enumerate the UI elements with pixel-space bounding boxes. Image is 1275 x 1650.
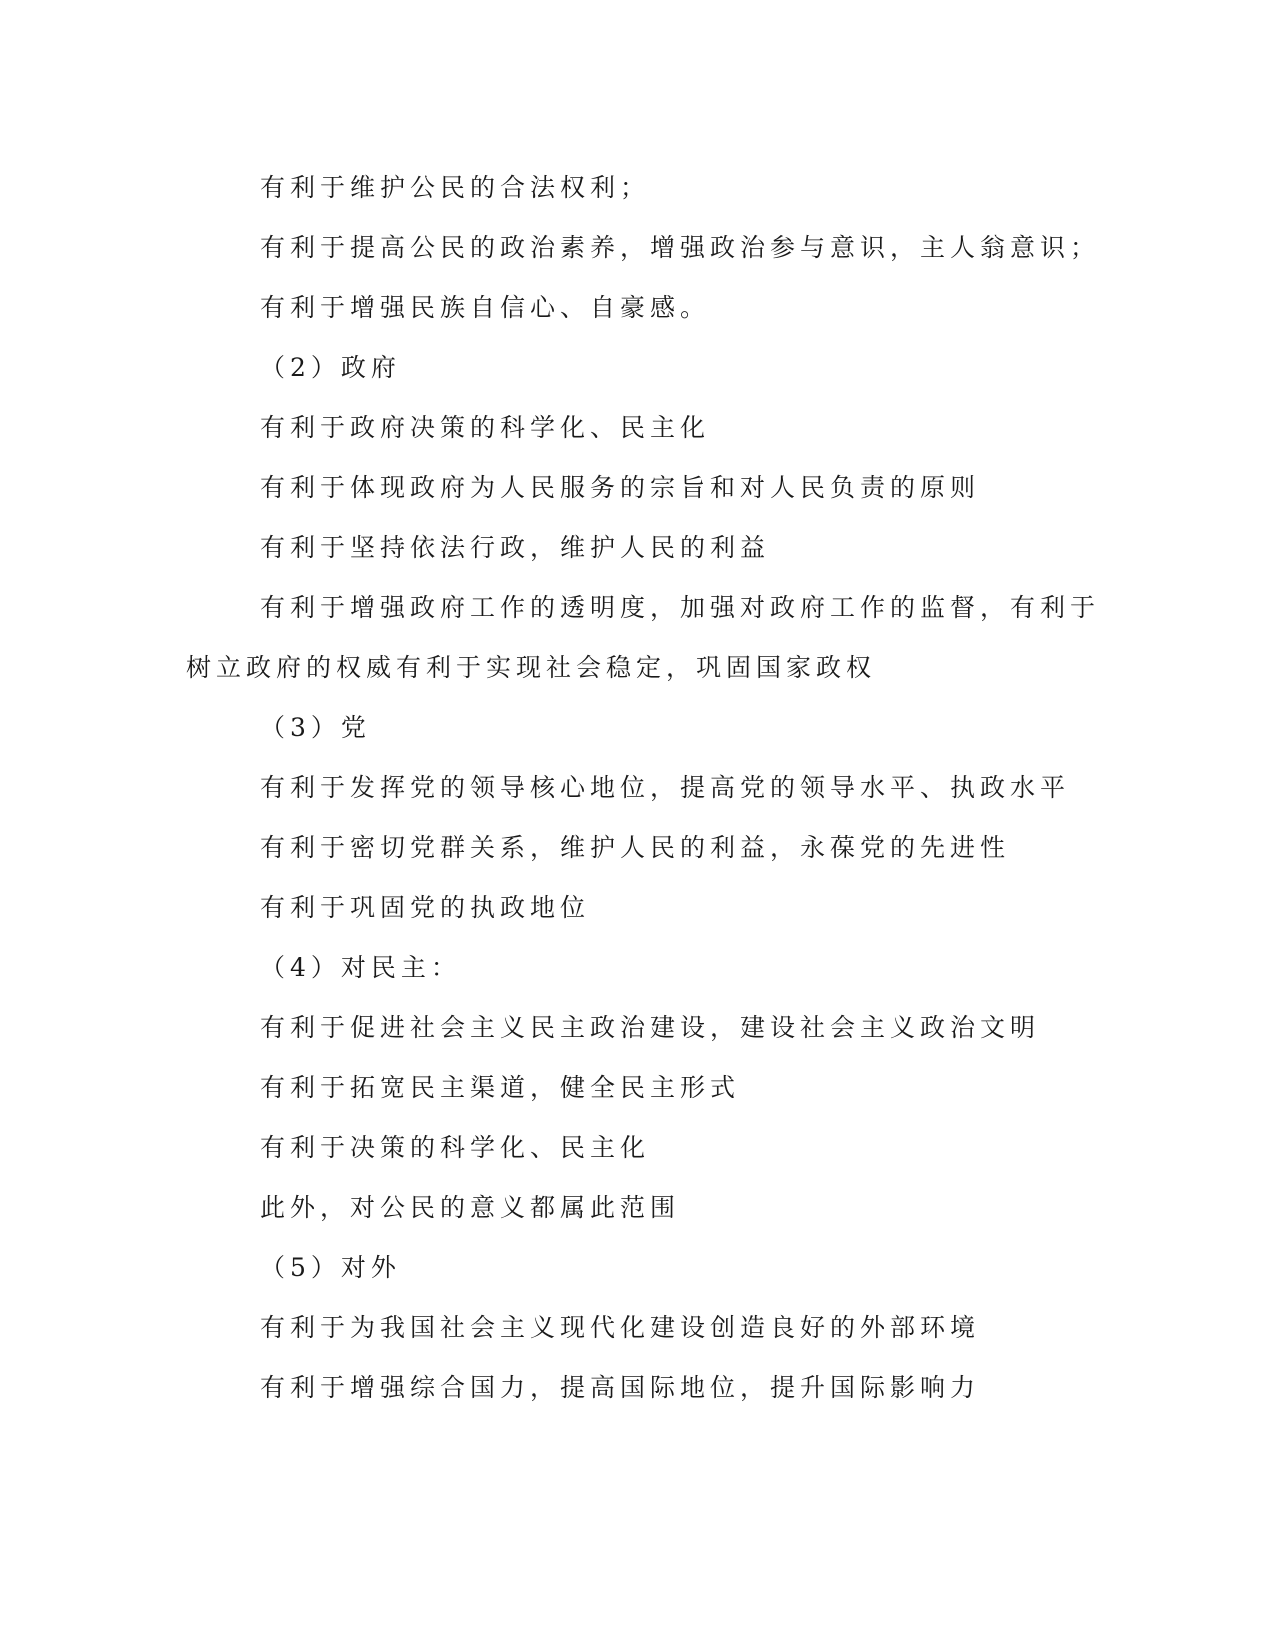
text-line: 有利于坚持依法行政，维护人民的利益	[260, 533, 771, 562]
section-heading: （4）对民主：	[260, 953, 461, 982]
text-line: 有利于密切党群关系，维护人民的利益，永葆党的先进性	[260, 833, 1011, 862]
text-line: 有利于为我国社会主义现代化建设创造良好的外部环境	[260, 1313, 981, 1342]
text-line: 有利于增强政府工作的透明度，加强对政府工作的监督，有利于	[260, 593, 1101, 622]
text-line: 有利于发挥党的领导核心地位，提高党的领导水平、执政水平	[260, 773, 1071, 802]
text-line: 此外，对公民的意义都属此范围	[260, 1193, 681, 1222]
text-line: 有利于增强民族自信心、自豪感。	[260, 293, 711, 322]
text-line: 有利于拓宽民主渠道，健全民主形式	[260, 1073, 741, 1102]
section-heading: （3）党	[260, 713, 371, 742]
section-heading: （5）对外	[260, 1253, 401, 1282]
text-line: 有利于提高公民的政治素养，增强政治参与意识，主人翁意识；	[260, 233, 1101, 262]
section-heading: （2）政府	[260, 353, 401, 382]
text-line: 有利于维护公民的合法权利；	[260, 173, 651, 202]
text-line-continuation: 树立政府的权威有利于实现社会稳定，巩固国家政权	[186, 653, 877, 682]
text-line: 有利于增强综合国力，提高国际地位，提升国际影响力	[260, 1373, 981, 1402]
text-line: 有利于巩固党的执政地位	[260, 893, 591, 922]
text-line: 有利于促进社会主义民主政治建设，建设社会主义政治文明	[260, 1013, 1041, 1042]
text-line: 有利于政府决策的科学化、民主化	[260, 413, 711, 442]
text-line: 有利于体现政府为人民服务的宗旨和对人民负责的原则	[260, 473, 981, 502]
text-line: 有利于决策的科学化、民主化	[260, 1133, 651, 1162]
